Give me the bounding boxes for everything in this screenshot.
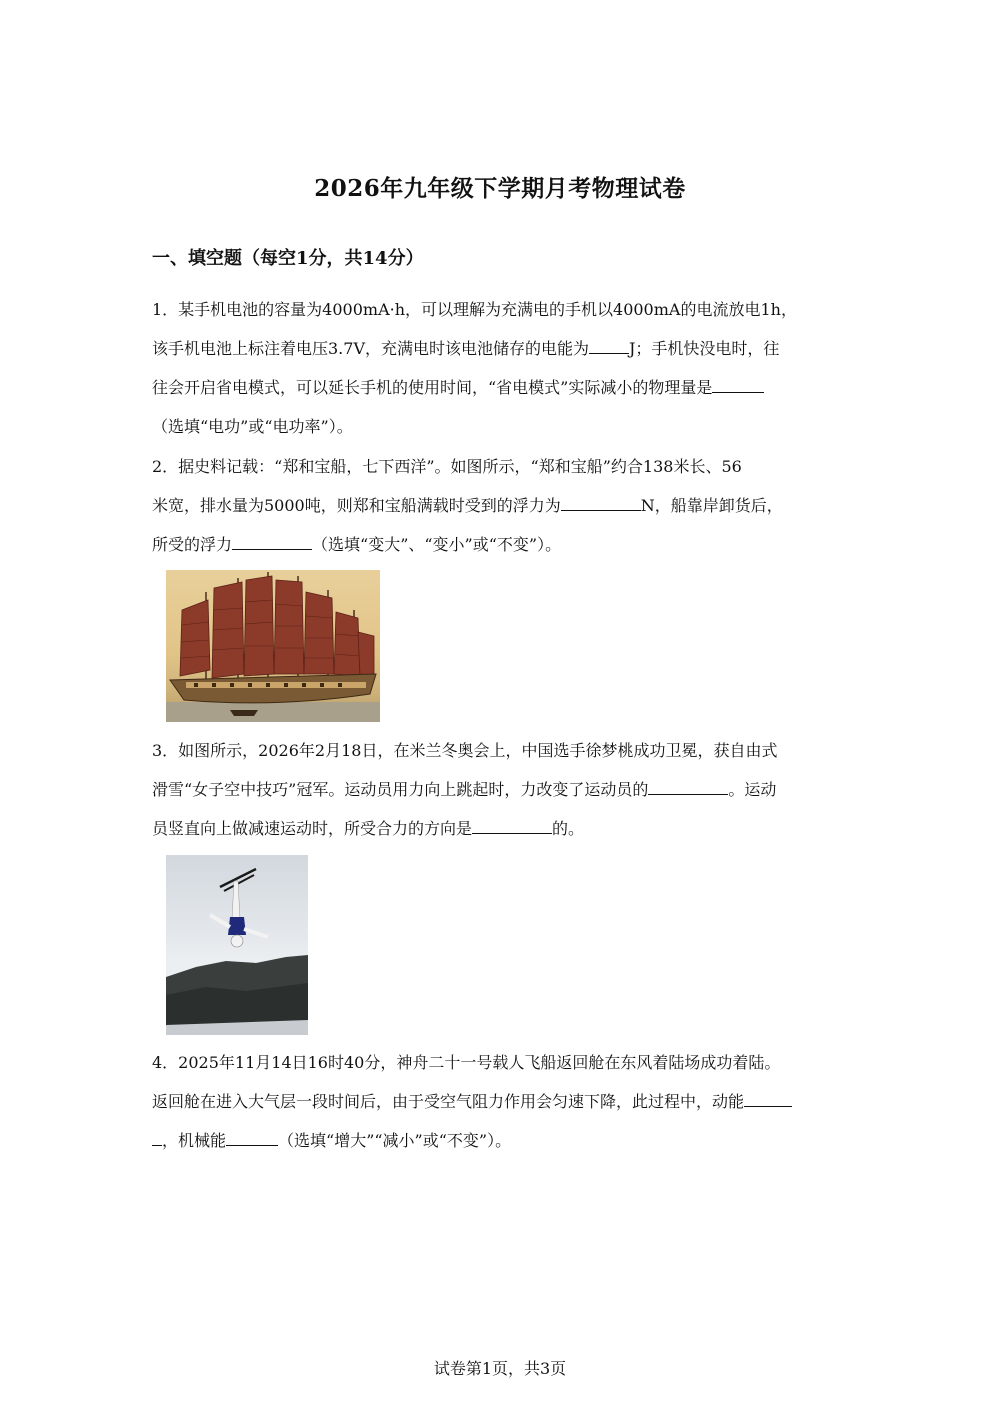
q2-blank-change[interactable] (232, 531, 312, 550)
q2-line-1: 2．据史料记载：“郑和宝船，七下西洋”。如图所示，“郑和宝船”约合138米长、56 (152, 457, 742, 476)
section-heading-fill-in: 一、填空题（每空1分，共14分） (152, 248, 424, 269)
q1-blank-quantity[interactable] (712, 374, 764, 393)
q1-line-1: 1．某手机电池的容量为4000mA·h，可以理解为充满电的手机以4000mA的电流放电1h， (152, 300, 797, 319)
aerial-skier-image (166, 855, 308, 1035)
q1-blank-energy[interactable] (589, 335, 629, 354)
q4-blank-kinetic-energy-b[interactable] (152, 1127, 162, 1146)
q1-line-4: （选填“电功”或“电功率”）。 (152, 417, 353, 436)
question-3 (152, 731, 852, 848)
question-1 (152, 290, 852, 446)
treasure-ship-image (166, 570, 380, 722)
q4-blank-mechanical-energy[interactable] (226, 1127, 278, 1146)
page-footer: 试卷第1页，共3页 (433, 1359, 567, 1378)
q3-blank-direction[interactable] (472, 815, 552, 834)
q4-line-3: ，机械能 （选填“增大”“减小”或“不变”）。 (152, 1121, 852, 1160)
q4-line-1: 4．2025年11月14日16时40分，神舟二十一号载人飞船返回舱在东风着陆场成功着陆。 (152, 1053, 781, 1072)
q3-line-1: 3．如图所示，2026年2月18日，在米兰冬奥会上，中国选手徐梦桃成功卫冕，获自由式 (152, 741, 778, 760)
question-4 (152, 1043, 852, 1160)
q3-line-3: 员竖直向上做减速运动时，所受合力的方向是 的。 (152, 809, 852, 848)
q4-line-2: 返回舱在进入大气层一段时间后，由于受空气阻力作用会匀速下降，此过程中，动能 (152, 1082, 852, 1121)
exam-title: 2026年九年级下学期月考物理试卷 (314, 175, 686, 202)
q2-line-3: 所受的浮力 （选填“变大”、“变小”或“不变”）。 (152, 525, 852, 564)
q2-blank-buoyancy[interactable] (561, 492, 641, 511)
q1-line-2: 该手机电池上标注着电压3.7V，充满电时该电池储存的电能为 J；手机快没电时，往 (152, 329, 852, 368)
q2-line-2: 米宽，排水量为5000吨，则郑和宝船满载时受到的浮力为 N，船靠岸卸货后， (152, 486, 852, 525)
q3-line-2: 滑雪“女子空中技巧”冠军。运动员用力向上跳起时，力改变了运动员的 。运动 (152, 770, 852, 809)
q3-blank-effect[interactable] (648, 776, 728, 795)
question-2 (152, 447, 852, 564)
q1-line-3: 往会开启省电模式，可以延长手机的使用时间，“省电模式”实际减小的物理量是 (152, 368, 852, 407)
q4-blank-kinetic-energy-a[interactable] (744, 1088, 792, 1107)
